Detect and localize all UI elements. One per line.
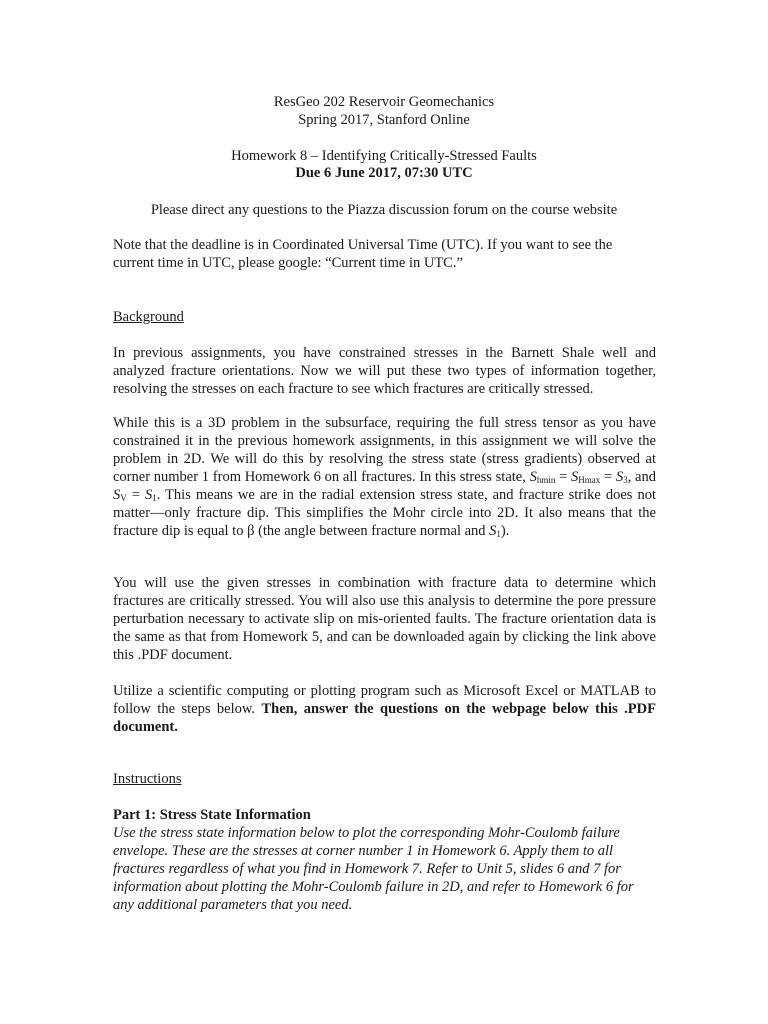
part1-title: Part 1: Stress State Information	[113, 807, 311, 823]
background-heading: Background	[113, 309, 184, 325]
webpage-instruction: Then, answer the questions on the webpage below this .PDF document.	[113, 701, 656, 735]
part1-text: Use the stress state information below to plot the corresponding Mohr-Coulomb failure envelope. These are the stresses at corner number 1 in Homework 6. Apply them to all fractures regardless of what you find in Homework 7. Refer to Unit 5, slides 6 and 7 for information about plotting the Mohr-Coulomb failure in 2D, and refer to Homework 6 for any additional parameters that you need.	[113, 825, 634, 913]
background-paragraph-1: In previous assignments, you have constrained stresses in the Barnett Shale well and analyzed fracture orientations. Now we will put these two types of information together, resolving the stresses on each fracture to see which fractures are critically stressed.	[113, 345, 656, 397]
deadline-note: Note that the deadline is in Coordinated Universal Time (UTC). If you want to see the current time in UTC, please google: “Current time in UTC.”	[113, 237, 613, 271]
due-date: Due 6 June 2017, 07:30 UTC	[295, 165, 473, 181]
background-paragraph-4: Utilize a scientific computing or plotting program such as Microsoft Excel or MATLAB to follow the steps below. Then, answer the questions on the webpage below this .PDF document.	[113, 683, 656, 735]
homework-title: Homework 8 – Identifying Critically-Stressed Faults	[231, 148, 537, 164]
term-line: Spring 2017, Stanford Online	[298, 112, 470, 128]
piazza-note: Please direct any questions to the Piazza discussion forum on the course website	[150, 202, 618, 218]
instructions-heading: Instructions	[113, 771, 182, 787]
background-paragraph-3: You will use the given stresses in combination with fracture data to determine which fractures are critically stressed. You will also use this analysis to determine the pore pressure perturbation necessary to activate slip on mis-oriented faults. The fracture orientation data is the same as that from Homework 5, and can be downloaded again by clicking the link above this .PDF document.	[113, 575, 656, 663]
background-paragraph-2: While this is a 3D problem in the subsurface, requiring the full stress tensor as you have constrained it in the previous homework assignments, in this assignment we will solve the problem in 2D. We will do this by resolving the stress state (stress gradients) observed at corner number 1 from Homework 6 on all fractures. In this stress state, $S_{hmin} = S_{Hmax} = S_3$, and $S_V = S_1$. This means we are in the radial extension stress state, and fracture strike does not matter—only fracture dip. This simplifies the Mohr circle into 2D. It also means that the fracture dip is equal to β (the angle between fracture normal and $S_1$).	[113, 415, 656, 539]
course-title: ResGeo 202 Reservoir Geomechanics	[273, 94, 495, 110]
